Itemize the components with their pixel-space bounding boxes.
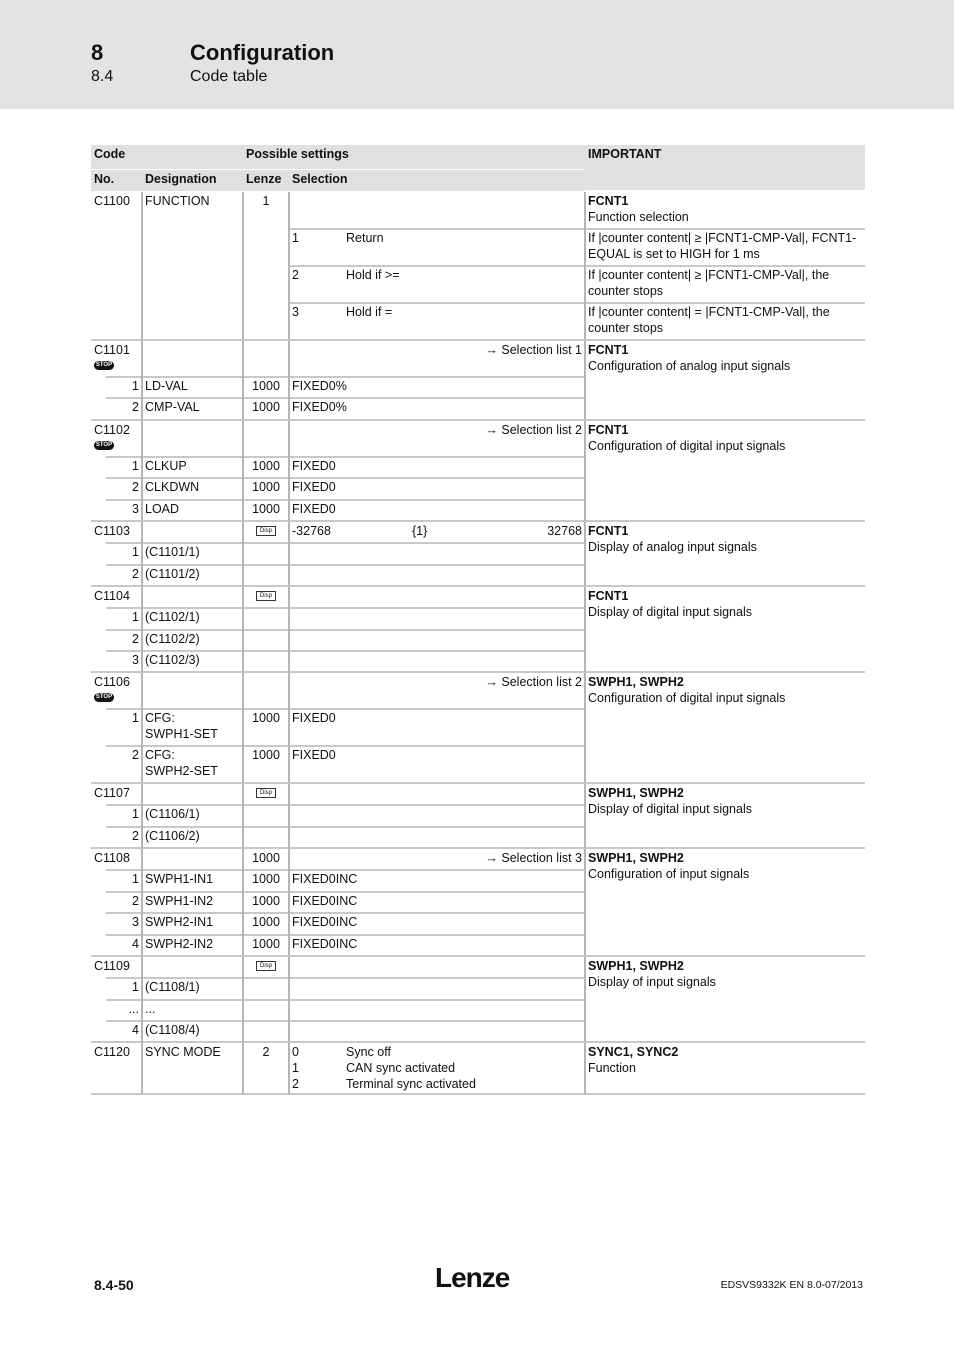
sub-number: 4 xyxy=(132,1023,139,1037)
sub-lenze: 1000 xyxy=(252,937,280,951)
sub-selection: FIXED0% xyxy=(292,400,347,414)
disp-c1107 xyxy=(243,784,289,805)
code-c1104: C1104 xyxy=(94,589,130,603)
sub-designation: SWPH2-IN2 xyxy=(145,937,214,951)
sub-number: 1 xyxy=(132,459,139,473)
code-c1101: C1101 STOP xyxy=(94,343,130,368)
sub-selection: FIXED0 xyxy=(292,459,336,473)
chapter-number: 8 xyxy=(91,40,104,65)
lenze-c1108: 1000 xyxy=(252,851,280,865)
page-header xyxy=(0,0,954,109)
header-no: No. xyxy=(91,170,142,191)
option-label: Sync off xyxy=(346,1045,391,1059)
sub-designation: CMP-VAL xyxy=(145,400,200,414)
sub-designation: ... xyxy=(145,1002,156,1016)
option-label: Return xyxy=(346,231,384,245)
option-number: 3 xyxy=(292,305,299,319)
sub-selection: FIXED0 xyxy=(292,748,336,762)
option-info: If |counter content| = |FCNT1-CMP-Val|, the counter stops xyxy=(588,305,830,335)
sub-designation: LD-VAL xyxy=(145,379,188,393)
stop-icon: STOP xyxy=(95,441,113,448)
lenze-c1120: 2 xyxy=(262,1045,270,1059)
header-selection: Selection xyxy=(289,170,585,191)
code-c1120: C1120 xyxy=(94,1045,130,1059)
sub-designation: (C1108/4) xyxy=(145,1023,200,1037)
sub-designation: SWPH1-IN1 xyxy=(145,872,214,886)
important-c1106: SWPH1, SWPH2 Configuration of digital input signals xyxy=(588,675,786,705)
sub-number: 2 xyxy=(132,480,139,494)
important-c1107: SWPH1, SWPH2 Display of digital input signals xyxy=(588,786,752,816)
option-info: If |counter content| ≥ |FCNT1-CMP-Val|, the counter stops xyxy=(588,268,830,298)
sub-designation: (C1108/1) xyxy=(145,980,200,994)
sub-number: 2 xyxy=(132,748,139,762)
sub-designation: (C1102/3) xyxy=(145,653,200,667)
sub-lenze: 1000 xyxy=(252,379,280,393)
important-c1100: FCNT1 Function selection xyxy=(588,194,689,224)
option-label: Hold if = xyxy=(346,305,393,319)
sub-selection: FIXED0INC xyxy=(292,915,358,929)
chapter-title: Configuration xyxy=(190,40,335,65)
sub-designation: (C1101/1) xyxy=(145,545,200,559)
range-min-c1103: -32768 xyxy=(292,524,331,538)
document-id: EDSVS9332K EN 8.0-07/2013 xyxy=(720,1279,863,1291)
sub-selection: FIXED0INC xyxy=(292,894,358,908)
option-number: 2 xyxy=(292,1077,299,1091)
sub-designation: CFG: SWPH2-SET xyxy=(145,748,218,778)
sub-designation: SWPH2-IN1 xyxy=(145,915,214,929)
sub-number: 1 xyxy=(132,545,139,559)
code-c1109: C1109 xyxy=(94,959,130,973)
sub-designation: CLKDWN xyxy=(145,480,200,494)
important-c1104: FCNT1 Display of digital input signals xyxy=(588,589,752,619)
designation-c1120: SYNC MODE xyxy=(145,1045,221,1059)
option-label: Hold if >= xyxy=(346,268,400,282)
sub-number: 1 xyxy=(132,872,139,886)
selection-c1101: → Selection list 1 xyxy=(485,343,582,357)
sub-number: 2 xyxy=(132,829,139,843)
sub-lenze: 1000 xyxy=(252,480,280,494)
sub-number: 2 xyxy=(132,567,139,581)
sub-lenze: 1000 xyxy=(252,872,280,886)
sub-lenze: 1000 xyxy=(252,400,280,414)
sub-number: 3 xyxy=(132,915,139,929)
sub-designation: (C1106/1) xyxy=(145,807,200,821)
code-c1108: C1108 xyxy=(94,851,130,865)
stop-icon: STOP xyxy=(95,693,113,700)
sub-selection: FIXED0INC xyxy=(292,937,358,951)
disp-c1109 xyxy=(243,957,289,978)
option-number: 1 xyxy=(292,231,299,245)
sub-designation: CLKUP xyxy=(145,459,187,473)
sub-number: 4 xyxy=(132,937,139,951)
stop-icon: STOP xyxy=(95,361,113,368)
display-icon: Disp xyxy=(256,961,276,971)
section-number: 8.4 xyxy=(91,68,114,85)
option-info: If |counter content| ≥ |FCNT1-CMP-Val|, FCNT1-EQUAL is set to HIGH for 1 ms xyxy=(588,231,857,261)
lenze-logo: Lenze xyxy=(435,1262,510,1293)
disp-c1104 xyxy=(243,587,289,608)
important-c1120: SYNC1, SYNC2 Function xyxy=(588,1045,679,1075)
sub-designation: SWPH1-IN2 xyxy=(145,894,214,908)
sub-number: 2 xyxy=(132,894,139,908)
sub-lenze: 1000 xyxy=(252,711,280,725)
sub-designation: CFG: SWPH1-SET xyxy=(145,711,218,741)
sub-lenze: 1000 xyxy=(252,459,280,473)
sub-number: ... xyxy=(128,1002,139,1016)
sub-selection: FIXED0INC xyxy=(292,872,358,886)
range-step-c1103: {1} xyxy=(412,524,428,538)
option-number: 0 xyxy=(292,1045,299,1059)
sub-selection: FIXED0% xyxy=(292,379,347,393)
code-c1106: C1106 STOP xyxy=(94,675,130,700)
sub-number: 3 xyxy=(132,502,139,516)
designation-c1100: FUNCTION xyxy=(145,194,210,208)
sub-lenze: 1000 xyxy=(252,894,280,908)
sub-designation: (C1102/1) xyxy=(145,610,200,624)
important-c1101: FCNT1 Configuration of analog input signals xyxy=(588,343,791,373)
sub-number: 1 xyxy=(132,711,139,725)
header-lenze: Lenze xyxy=(243,170,289,191)
sub-number: 1 xyxy=(132,610,139,624)
code-c1107: C1107 xyxy=(94,786,130,800)
selection-c1102: → Selection list 2 xyxy=(485,423,582,437)
header-code: Code xyxy=(91,145,243,169)
sub-number: 1 xyxy=(132,980,139,994)
sub-lenze: 1000 xyxy=(252,915,280,929)
lenze-c1100: 1 xyxy=(262,194,270,208)
sub-designation: (C1106/2) xyxy=(145,829,200,843)
header-important: IMPORTANT xyxy=(585,145,865,190)
option-label: CAN sync activated xyxy=(346,1061,456,1075)
code-c1100: C1100 xyxy=(94,194,130,208)
range-max-c1103: 32768 xyxy=(547,524,582,538)
sub-designation: LOAD xyxy=(145,502,180,516)
header-designation: Designation xyxy=(142,170,243,191)
code-table xyxy=(91,145,865,1095)
sub-designation: (C1102/2) xyxy=(145,632,200,646)
sub-selection: FIXED0 xyxy=(292,711,336,725)
sub-number: 1 xyxy=(132,807,139,821)
sub-number: 2 xyxy=(132,632,139,646)
sub-selection: FIXED0 xyxy=(292,502,336,516)
display-icon: Disp xyxy=(256,526,276,536)
display-icon: Disp xyxy=(256,591,276,601)
important-c1102: FCNT1 Configuration of digital input signals xyxy=(588,423,786,453)
sub-number: 3 xyxy=(132,653,139,667)
sub-number: 2 xyxy=(132,400,139,414)
sub-selection: FIXED0 xyxy=(292,480,336,494)
sub-designation: (C1101/2) xyxy=(145,567,200,581)
selection-c1106: → Selection list 2 xyxy=(485,675,582,689)
selection-c1108: → Selection list 3 xyxy=(485,851,582,865)
sub-number: 1 xyxy=(132,379,139,393)
important-c1108: SWPH1, SWPH2 Configuration of input signals xyxy=(588,851,750,881)
display-icon: Disp xyxy=(256,788,276,798)
code-c1103: C1103 xyxy=(94,524,130,538)
option-label: Terminal sync activated xyxy=(346,1077,476,1091)
header-possible-settings: Possible settings xyxy=(243,145,585,169)
important-c1103: FCNT1 Display of analog input signals xyxy=(588,524,757,554)
option-number: 1 xyxy=(292,1061,299,1075)
disp-c1103 xyxy=(243,522,289,543)
page-number: 8.4-50 xyxy=(94,1277,134,1293)
sub-lenze: 1000 xyxy=(252,502,280,516)
code-c1102: C1102 STOP xyxy=(94,423,130,448)
sub-lenze: 1000 xyxy=(252,748,280,762)
option-number: 2 xyxy=(292,268,299,282)
section-title: Code table xyxy=(190,68,268,85)
important-c1109: SWPH1, SWPH2 Display of input signals xyxy=(588,959,716,989)
